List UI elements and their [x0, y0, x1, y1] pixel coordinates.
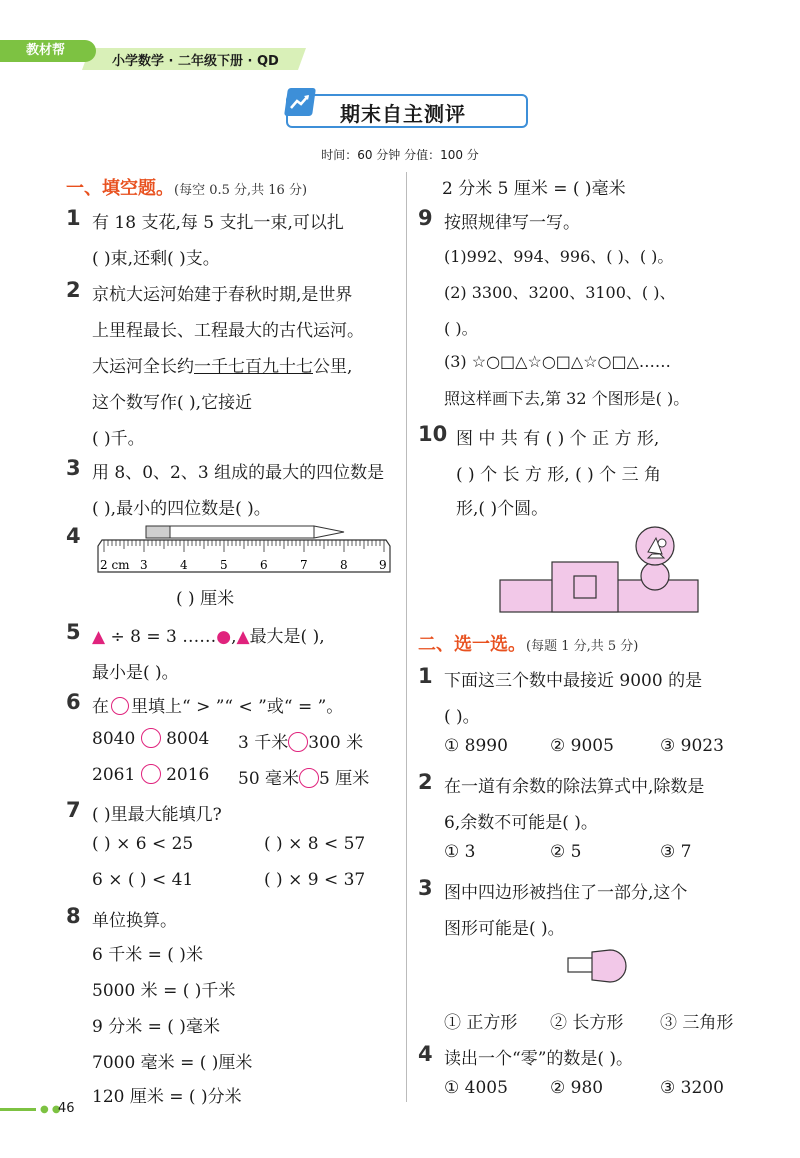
- c2-line1: 在一道有余数的除法算式中,除数是: [444, 777, 705, 797]
- q2-line2: 上里程最长、工程最大的古代运河。: [92, 321, 364, 341]
- q6-r2-d: 5 厘米: [319, 769, 370, 789]
- q6-number: 6: [66, 690, 81, 714]
- q7-number: 7: [66, 798, 81, 822]
- c4-option-2[interactable]: ② 980: [550, 1078, 604, 1098]
- q9-line4: ( )。: [444, 319, 478, 338]
- q10-line3: 形,( )个圆。: [456, 499, 549, 519]
- q1-number: 1: [66, 206, 81, 230]
- q4-number: 4: [66, 524, 81, 548]
- q1-line1: 有 18 支花,每 5 支扎一束,可以扎: [92, 213, 344, 233]
- ruler-label-4: 6: [260, 558, 268, 572]
- q9-line6: 照这样画下去,第 32 个图形是( )。: [444, 389, 690, 408]
- section2-title: 二、选一选。: [418, 634, 526, 655]
- q9-line5: (3) ☆○□△☆○□△☆○□△……: [444, 352, 671, 371]
- c4-option-3[interactable]: ③ 3200: [660, 1078, 724, 1098]
- q6-r1-b: 8004: [166, 729, 210, 749]
- q8-item-3: 9 分米 = ( )毫米: [92, 1017, 220, 1037]
- q8-continued: 2 分米 5 厘米 = ( )毫米: [442, 179, 626, 199]
- q5-line1-c: 最大是( ),: [249, 627, 325, 647]
- ruler-label-5: 7: [300, 558, 308, 572]
- compare-circle-icon: [111, 697, 129, 715]
- compare-circle-icon[interactable]: [288, 732, 308, 752]
- lower-circle: [641, 562, 669, 590]
- section2-note: (每题 1 分,共 5 分): [526, 639, 639, 654]
- q8-line1: 单位换算。: [92, 911, 177, 931]
- q9-line1: 按照规律写一写。: [444, 213, 580, 233]
- small-square: [574, 576, 596, 598]
- c1-option-1[interactable]: ① 8990: [444, 736, 508, 756]
- header-subject: 小学数学 · 二年级下册 · QD: [112, 54, 279, 69]
- q8-item-1: 6 千米 = ( )米: [92, 945, 203, 965]
- ruler-figure: [94, 522, 394, 582]
- ruler-label-2: 4: [180, 558, 188, 572]
- exam-info: 时间：60 分钟 分值：100 分: [321, 148, 479, 162]
- q6-line1-b: 里填上“ > ”“ < ”或“ = ”。: [131, 697, 344, 717]
- page-number: 46: [58, 1101, 75, 1116]
- compare-circle-icon[interactable]: [141, 764, 161, 784]
- c2-option-2[interactable]: ② 5: [550, 842, 582, 862]
- q8-item-4: 7000 毫米 = ( )厘米: [92, 1053, 253, 1073]
- q5-line2: 最小是( )。: [92, 663, 179, 683]
- hidden-quadrilateral-figure: [566, 944, 628, 984]
- q6-r2-b: 2016: [166, 765, 210, 785]
- q2-line3-a: 大运河全长约: [92, 357, 194, 377]
- c1-option-3[interactable]: ③ 9023: [660, 736, 724, 756]
- q5-line1-b: ,: [231, 627, 237, 647]
- q6-line1: [92, 692, 343, 717]
- c3-line1: 图中四边形被挡住了一部分,这个: [444, 883, 688, 903]
- q10-shapes-figure: [498, 524, 702, 616]
- q10-number: 10: [418, 422, 448, 446]
- c1-number: 1: [418, 664, 433, 688]
- section1-note: (每空 0.5 分,共 16 分): [174, 183, 308, 198]
- q2-line3-b: 公里,: [313, 357, 353, 377]
- q6-r2-a: 2061: [92, 765, 136, 785]
- page-title: 期末自主测评: [340, 102, 466, 126]
- ruler-label-6: 8: [340, 558, 348, 572]
- footer-dots: ● ●: [40, 1104, 61, 1115]
- q2-number: 2: [66, 278, 81, 302]
- q2-line4: 这个数写作( ),它接近: [92, 393, 253, 413]
- compare-circle-icon[interactable]: [141, 728, 161, 748]
- ruler-label-0: 2 cm: [100, 558, 130, 572]
- trend-chart-icon: [284, 88, 316, 116]
- q10-line1: 图 中 共 有 ( ) 个 正 方 形,: [456, 429, 660, 449]
- c2-number: 2: [418, 770, 433, 794]
- pencil-eraser: [146, 526, 170, 538]
- c3-option-3[interactable]: ③ 三角形: [660, 1013, 734, 1033]
- c1-option-2[interactable]: ② 9005: [550, 736, 614, 756]
- q8-item-2: 5000 米 = ( )千米: [92, 981, 236, 1001]
- c2-line2: 6,余数不可能是( )。: [444, 813, 598, 833]
- q7-r1a: ( ) × 6 < 25: [92, 834, 194, 854]
- pencil-tip: [314, 526, 344, 538]
- section2-heading: [418, 630, 638, 656]
- q2-line3: [92, 352, 352, 377]
- q6-r1-d: 300 米: [308, 733, 364, 753]
- pencil-body: [170, 526, 314, 538]
- ruler-label-1: 3: [140, 558, 148, 572]
- q8-number: 8: [66, 904, 81, 928]
- q5-line1: [92, 622, 325, 647]
- c4-option-1[interactable]: ① 4005: [444, 1078, 508, 1098]
- section1-heading: [66, 174, 307, 200]
- footer-bar: [0, 1108, 36, 1111]
- q2-underlined-number: 一千七百九十七: [194, 357, 313, 377]
- q10-line2: ( ) 个 长 方 形, ( ) 个 三 角: [456, 465, 661, 485]
- triangle-icon-2: ▲: [236, 627, 250, 647]
- q6-r2-c: 50 毫米: [238, 769, 300, 789]
- q6-row2-left: [92, 764, 209, 785]
- c1-line1: 下面这三个数中最接近 9000 的是: [444, 671, 703, 691]
- q2-line1: 京杭大运河始建于春秋时期,是世界: [92, 285, 353, 305]
- q3-number: 3: [66, 456, 81, 480]
- q4-answer: ( ) 厘米: [176, 589, 235, 609]
- q6-row1-right: [238, 728, 363, 753]
- c1-line2: ( )。: [444, 707, 480, 727]
- cover-shape: [592, 950, 626, 982]
- q6-row1-left: [92, 728, 209, 749]
- q9-line3: (2) 3300、3200、3100、( )、: [444, 283, 676, 302]
- q6-r1-a: 8040: [92, 729, 136, 749]
- q6-line1-a: 在: [92, 697, 109, 717]
- q9-line2: (1)992、994、996、( )、( )。: [444, 247, 674, 266]
- section1-title: 一、填空题。: [66, 178, 174, 199]
- c4-line1: 读出一个“零”的数是( )。: [444, 1049, 634, 1069]
- ruler-label-7: 9: [379, 558, 387, 572]
- q3-line2: ( ),最小的四位数是( )。: [92, 499, 271, 519]
- ruler-label-3: 5: [220, 558, 228, 572]
- compare-circle-icon[interactable]: [299, 768, 319, 788]
- q9-number: 9: [418, 206, 433, 230]
- q7-r1b: ( ) × 8 < 57: [264, 834, 366, 854]
- c3-line2: 图形可能是( )。: [444, 919, 565, 939]
- circle-icon: ●: [216, 627, 232, 647]
- c2-option-3[interactable]: ③ 7: [660, 842, 692, 862]
- q5-line1-a: ÷ 8 = 3 ……: [110, 627, 217, 647]
- c2-option-1[interactable]: ① 3: [444, 842, 476, 862]
- header-tag: 教材帮: [0, 40, 96, 62]
- c4-number: 4: [418, 1042, 433, 1066]
- q7-r2b: ( ) × 9 < 37: [264, 870, 366, 890]
- q3-line1: 用 8、0、2、3 组成的最大的四位数是: [92, 463, 385, 483]
- inner-circle-small: [658, 539, 666, 547]
- triangle-icon: ▲: [92, 627, 106, 647]
- q2-line5: ( )千。: [92, 429, 145, 449]
- partial-quadrilateral: [568, 958, 594, 972]
- column-divider: [406, 172, 407, 1102]
- q6-r1-c: 3 千米: [238, 733, 289, 753]
- q6-row2-right: [238, 764, 369, 789]
- q8-item-5: 120 厘米 = ( )分米: [92, 1087, 242, 1107]
- q1-line2: ( )束,还剩( )支。: [92, 249, 220, 269]
- c3-number: 3: [418, 876, 433, 900]
- q5-number: 5: [66, 620, 81, 644]
- c3-option-1[interactable]: ① 正方形: [444, 1013, 518, 1033]
- q7-r2a: 6 × ( ) < 41: [92, 870, 194, 890]
- c3-option-2[interactable]: ② 长方形: [550, 1013, 624, 1033]
- q7-line1: ( )里最大能填几?: [92, 805, 222, 825]
